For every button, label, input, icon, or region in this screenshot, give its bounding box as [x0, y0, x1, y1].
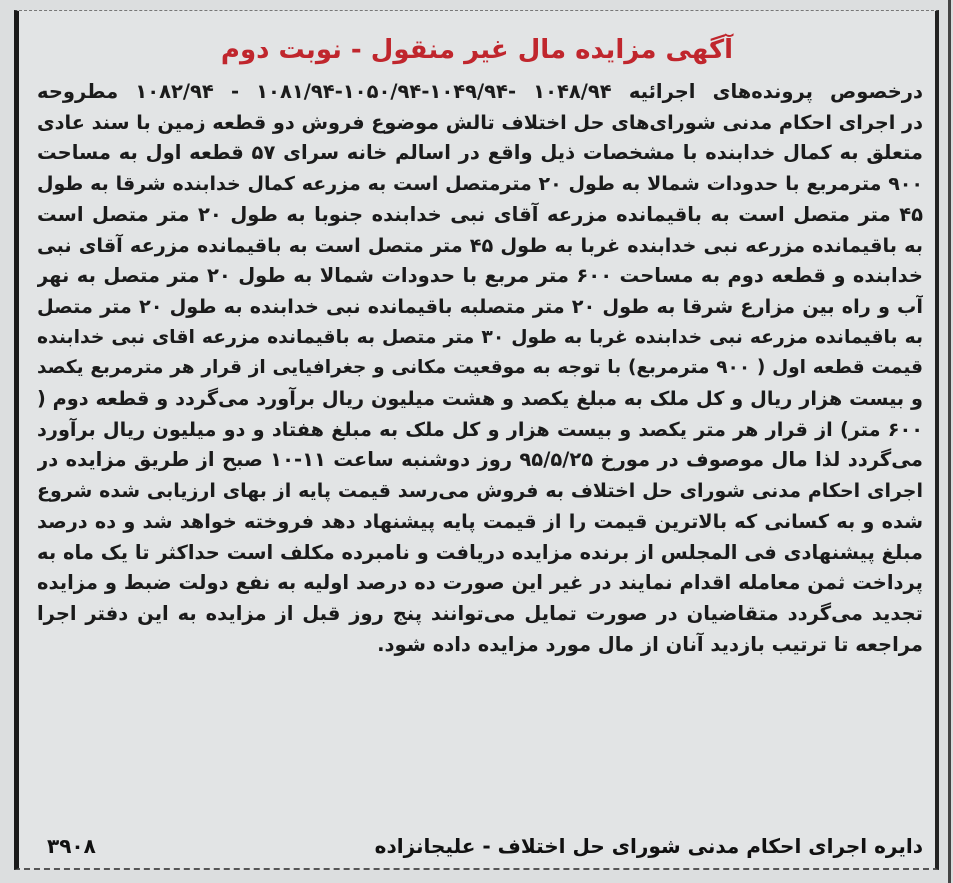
notice-line: ۴۵ متر متصل است به باقیمانده مزرعه آقای نبی خدابنده جنوبا به طول ۲۰ متر متصل است — [37, 202, 923, 226]
notice-body — [37, 77, 923, 660]
notice-line: در اجرای احکام مدنی شورای‌های حل اختلاف تالش موضوع فروش دو قطعه زمین با سند عادی — [37, 110, 923, 134]
notice-line: ۹۰۰ مترمربع با حدودات شمالا به طول ۲۰ مترمتصل است به مزرعه کمال خدابنده شرقا به طول — [37, 173, 923, 196]
notice-line: اجرای احکام مدنی شورای حل اختلاف به فروش می‌رسد قیمت پایه از بهای ارزیابی شده شروع — [37, 480, 923, 503]
notice-line-last: مراجعه تا ترتیب بازدید آنان از مال مورد مزایده داده شود. — [377, 632, 923, 656]
notice-line: ۶۰۰ متر) از قرار هر متر یکصد و بیست هزار و کل ملک به مبلغ هفتاد و دو میلیون ریال برآورد — [37, 417, 923, 441]
notice-title: آگهی مزایده مال غیر منقول - نوبت دوم — [220, 35, 734, 65]
page-edge — [948, 0, 951, 883]
notice-line: و بیست هزار ریال و کل ملک به مبلغ یکصد و هشت میلیون ریال برآورد می‌گردد و قطعه دوم ( — [37, 387, 923, 411]
notice-line: به باقیمانده مزرعه نبی خدابنده غربا به طول ۴۵ متر متصل است به باقیمانده مزرعه آقای نبی — [37, 233, 923, 257]
notice-line: آب و راه بین مزارع شرقا به طول ۲۰ متر متصلبه باقیمانده نبی خدابنده به طول ۲۰ متر متصل — [37, 294, 923, 318]
notice-line: پرداخت ثمن معامله اقدام نمایند در غیر این صورت ده درصد اولیه به نفع دولت ضبط و مزایده — [37, 571, 923, 595]
notice-line: درخصوص پرونده‌های اجرائیه ۱۰۴۸/۹۴ -۱۰۴۹/۹۴-۱۰۵۰/۹۴-۱۰۸۱/۹۴ - ۱۰۸۲/۹۴ مطروحه — [37, 80, 923, 103]
notice-line: به باقیمانده مزرعه نبی خدابنده غربا به طول ۳۰ متر متصل به باقیمانده مزرعه اقای نبی خدابنده — [37, 326, 923, 348]
notice-line: مبلغ پیشنهادی فی المجلس از برنده مزایده دریافت و نامبرده مکلف است حداکثر تا یک ماه به — [37, 540, 923, 564]
notice-line: تجدید می‌گردد متقاضیان در صورت تمایل می‌توانند پنج روز قبل از مزایده به این دفتر اجرا — [37, 601, 923, 625]
auction-notice — [14, 10, 939, 870]
notice-line: می‌گردد لذا مال موصوف در مورخ ۹۵/۵/۲۵ روز دوشنبه ساعت ۱۱-۱۰ صبح از طریق مزایده در — [37, 448, 923, 472]
notice-line: قیمت قطعه اول ( ۹۰۰ مترمربع) با توجه به موقعیت مکانی و جغرافیایی از قرار هر مترمربع یکصد — [37, 357, 923, 379]
notice-line: شده و به کسانی که بالاترین قیمت را از قیمت پایه پیشنهاد دهد فروخته خواهد شد و ده درصد — [37, 509, 923, 533]
notice-line: خدابنده و قطعه دوم به مساحت ۶۰۰ متر مربع با حدودات شمالا به طول ۲۰ متر متصل به نهر — [37, 264, 923, 288]
signature-line: دایره اجرای احکام مدنی شورای حل اختلاف - علیجانزاده — [374, 834, 923, 858]
notice-line: متعلق به کمال خدابنده با مشخصات ذیل واقع در اسالم خانه سرای ۵۷ قطعه اول به مساحت — [37, 141, 923, 165]
notice-footer — [47, 829, 923, 863]
notice-code: ۳۹۰۸ — [47, 834, 96, 858]
